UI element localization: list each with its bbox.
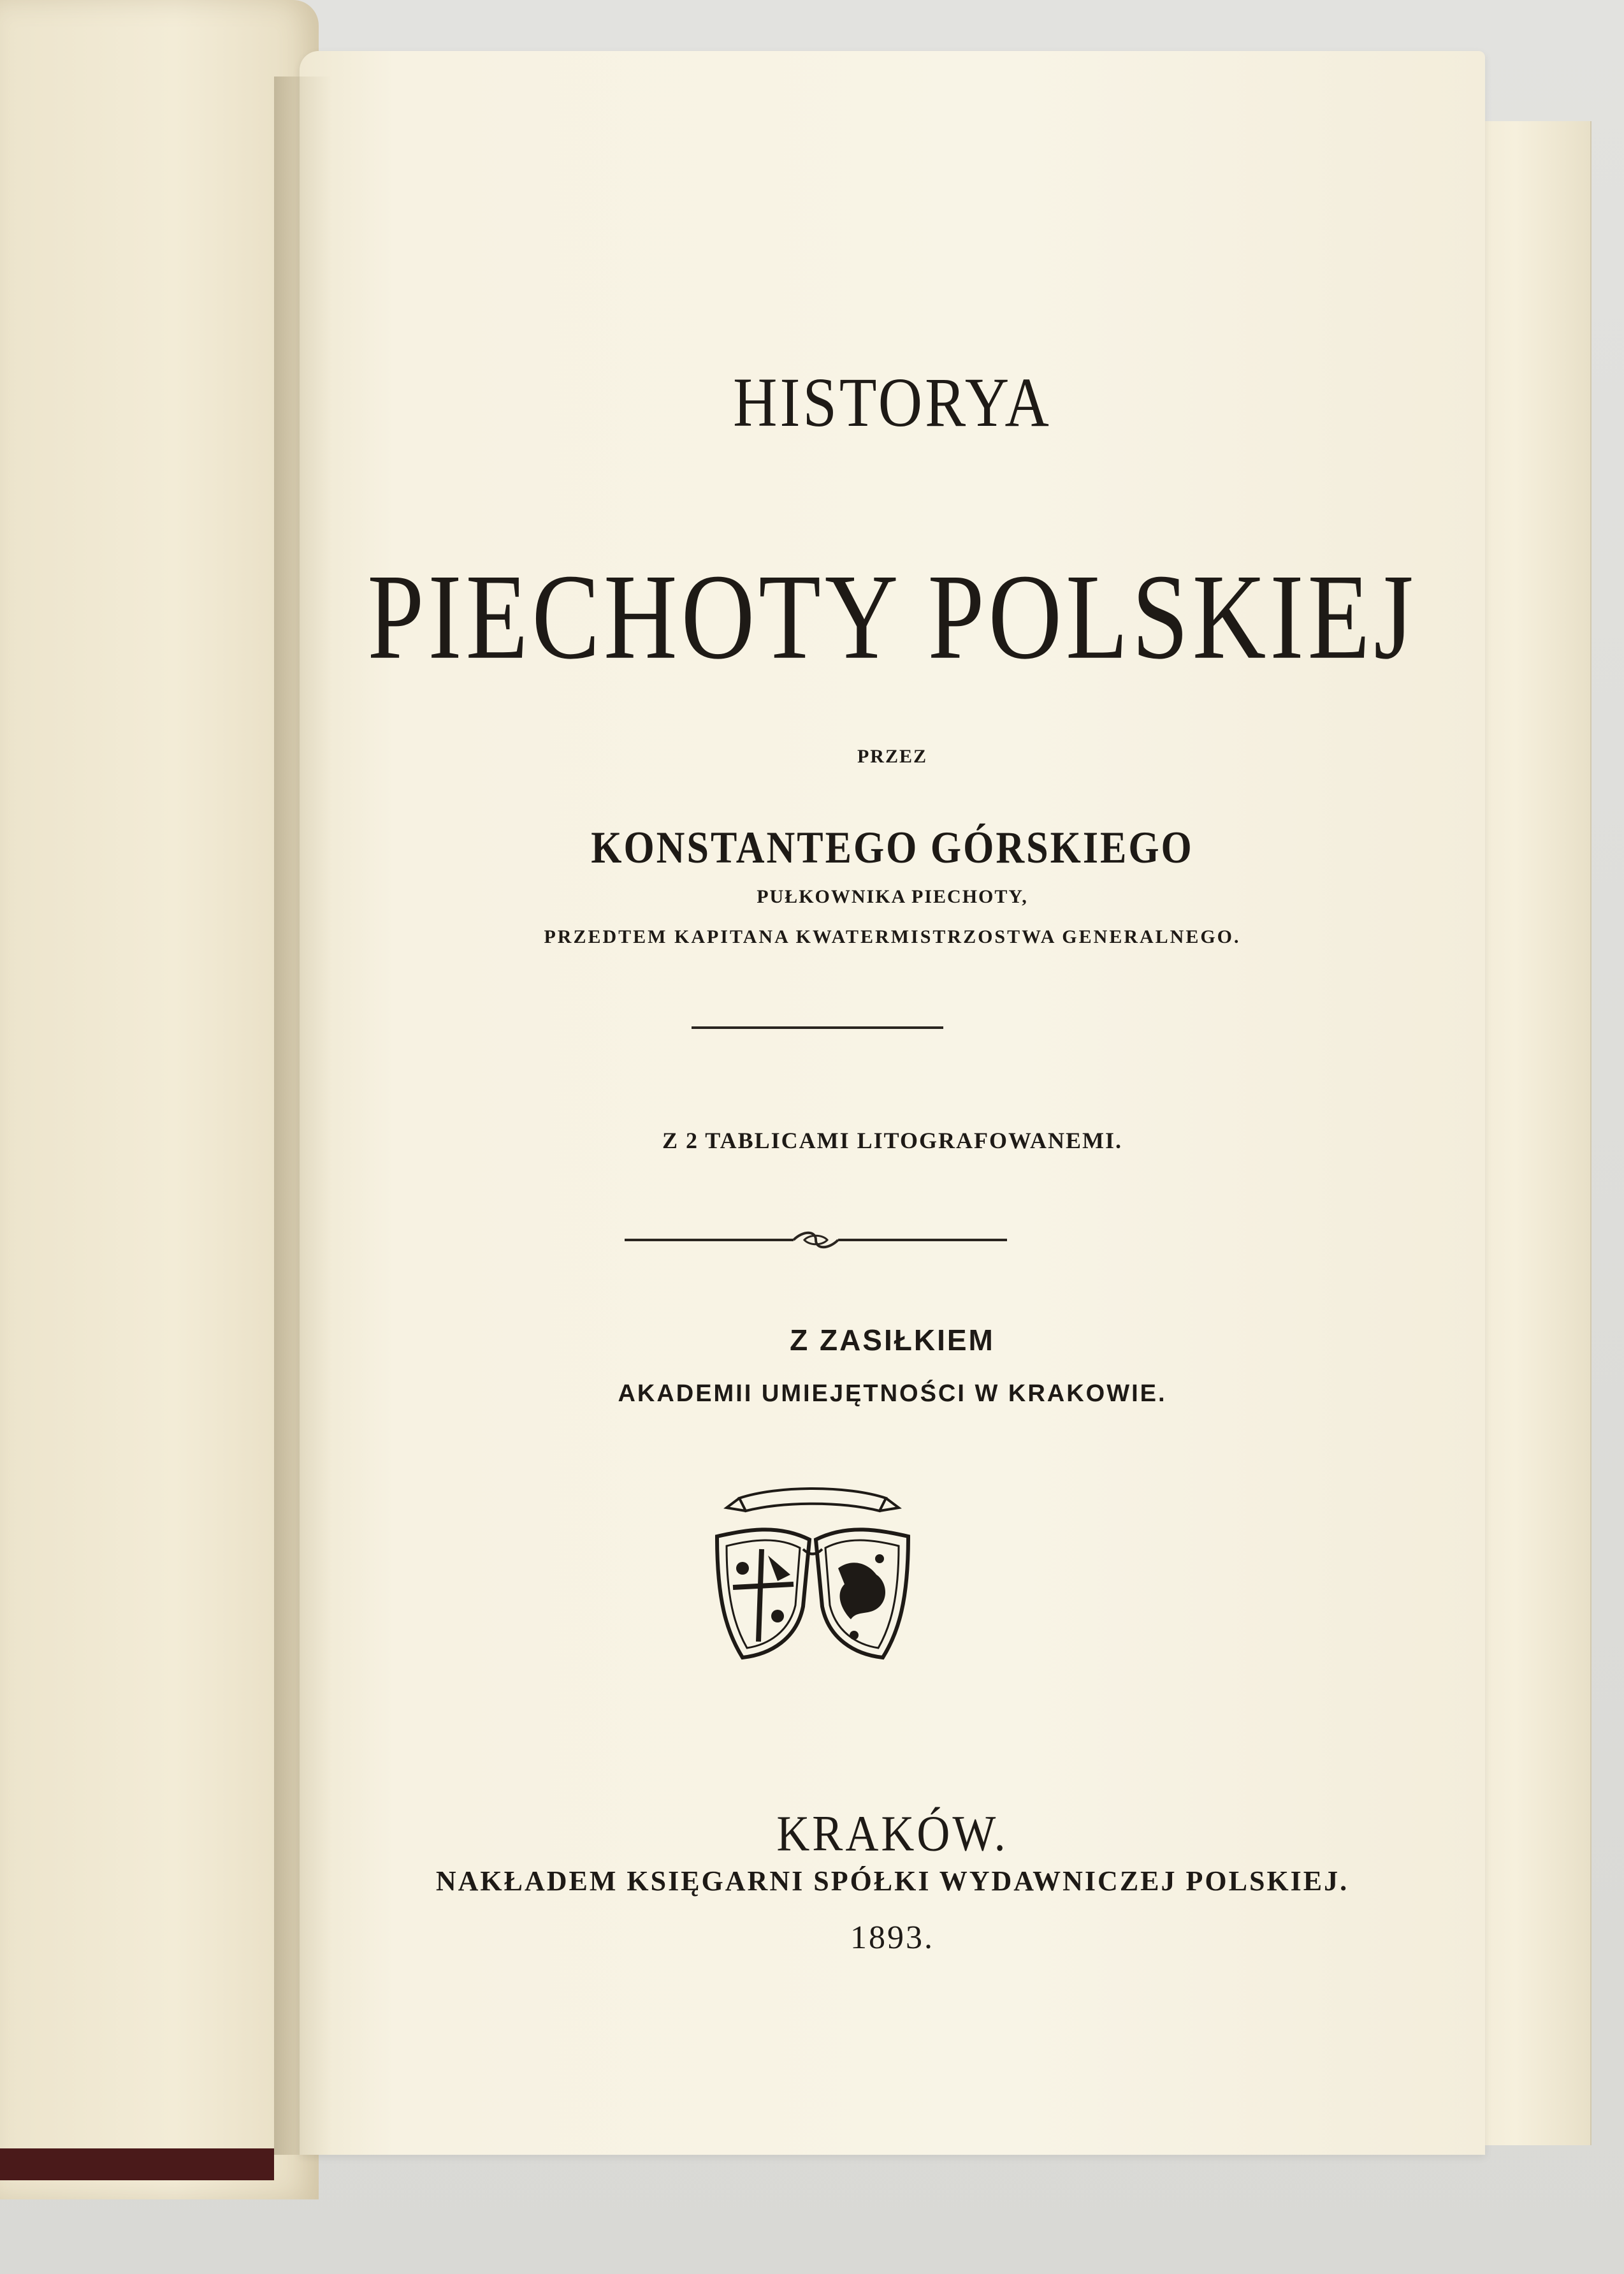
book-cover-edge	[0, 2148, 274, 2180]
gutter-shadow	[274, 77, 331, 2155]
title-page	[300, 51, 1485, 2155]
plates-note: Z 2 TABLICAMI LITOGRAFOWANEMI.	[662, 1128, 1123, 1153]
author-rank: PUŁKOWNIKA PIECHOTY,	[757, 886, 1028, 907]
publisher-line: NAKŁADEM KSIĘGARNI SPÓŁKI WYDAWNICZEJ POLSKIEJ.	[435, 1865, 1349, 1897]
support-line: Z ZASIŁKIEM	[790, 1323, 995, 1357]
publication-place: KRAKÓW.	[776, 1805, 1008, 1862]
coat-of-arms-icon	[707, 1479, 918, 1670]
left-blank-page	[0, 0, 319, 2199]
author-former-rank: PRZEDTEM KAPITANA KWATERMISTRZOSTWA GENERALNEGO.	[544, 926, 1241, 947]
divider-rule	[692, 1026, 943, 1029]
author-name: KONSTANTEGO GÓRSKIEGO	[591, 822, 1194, 873]
ornamental-divider-icon	[625, 1224, 1007, 1256]
institution-line: AKADEMII UMIEJĘTNOŚCI W KRAKOWIE.	[618, 1380, 1167, 1407]
title-line-historya: HISTORYA	[733, 362, 1052, 442]
main-title: PIECHOTY POLSKIEJ	[367, 548, 1417, 685]
publication-year: 1893.	[850, 1920, 934, 1956]
by-label: PRZEZ	[857, 746, 928, 767]
